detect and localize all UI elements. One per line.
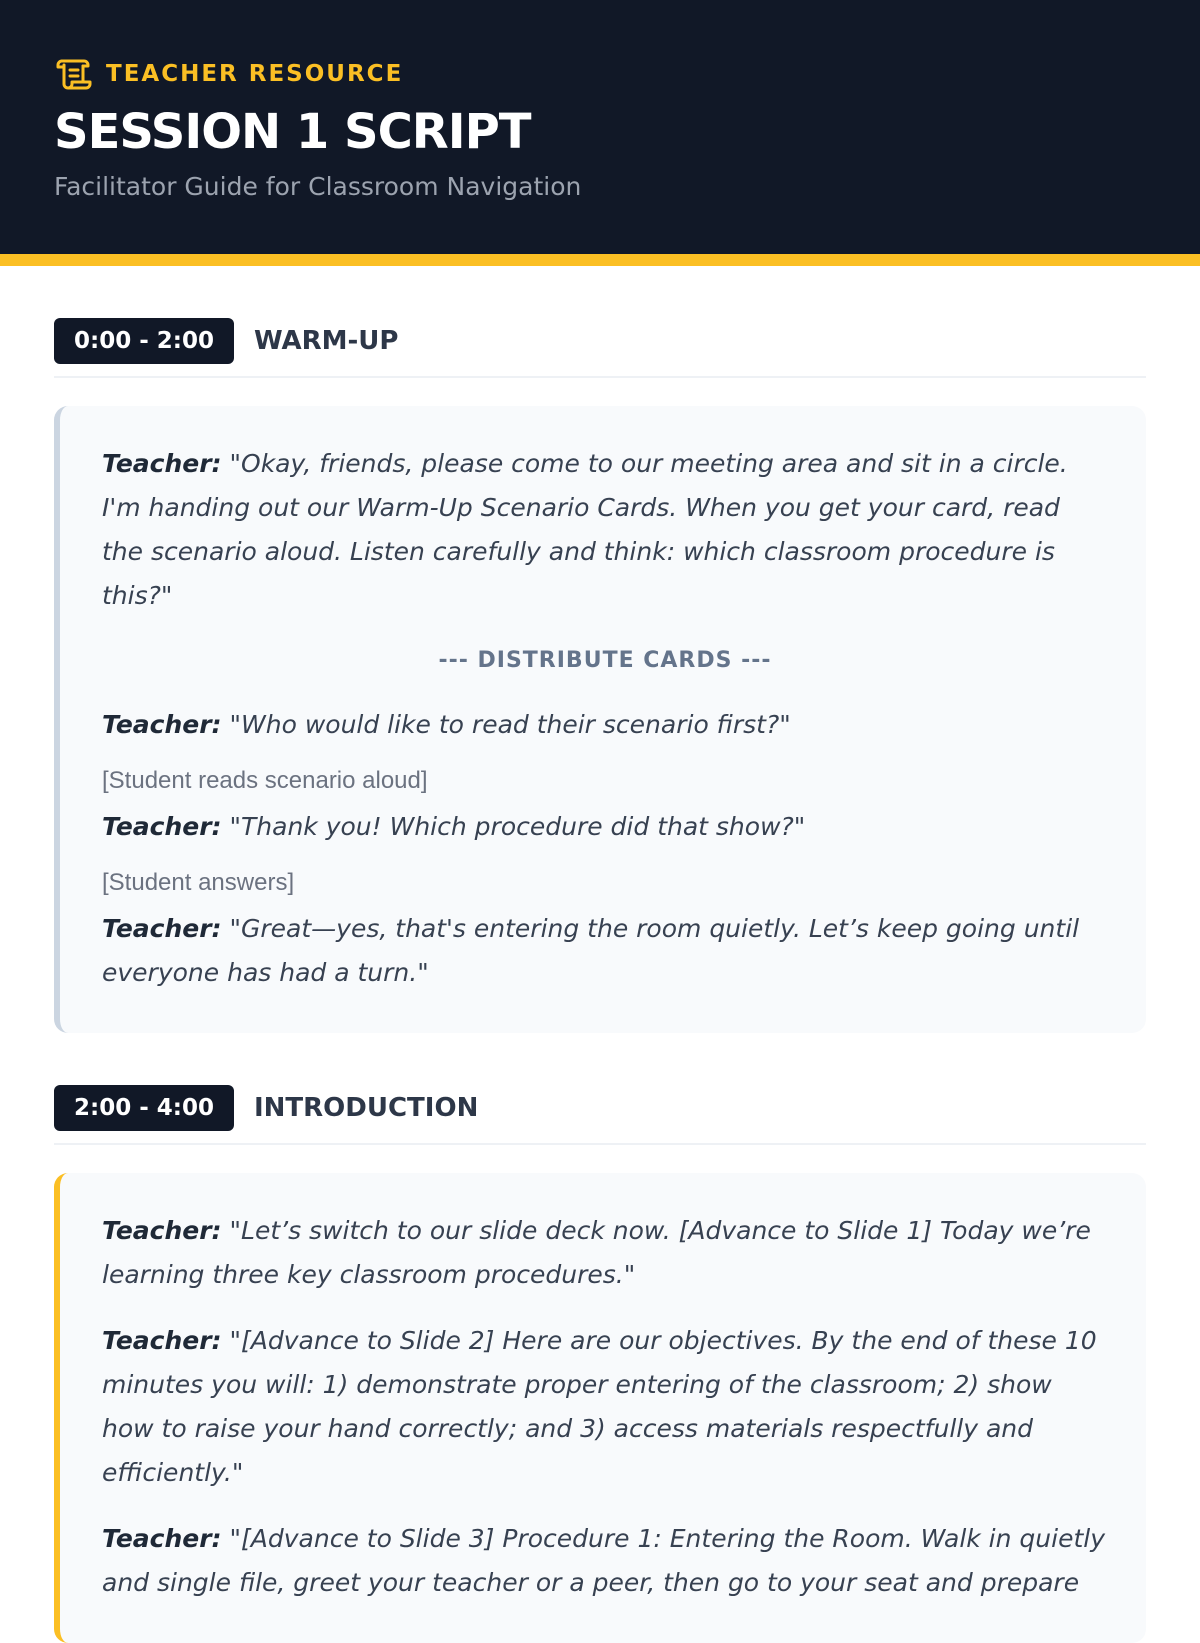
speaker-label: Teacher: — [102, 449, 222, 478]
eyebrow-label: TEACHER RESOURCE — [106, 61, 404, 87]
dialogue-text: "[Advance to Slide 3] Procedure 1: Entering the Room. Walk in quietly and single file, greet your teacher or a peer, then go to your seat and prepare — [102, 1524, 1106, 1597]
speaker-label: Teacher: — [102, 914, 222, 943]
section-title: INTRODUCTION — [253, 1093, 479, 1123]
script-card-warm-up — [54, 406, 1146, 1033]
page-title: SESSION 1 SCRIPT — [54, 104, 531, 160]
speaker-label: Teacher: — [102, 1326, 222, 1355]
student-action: [Student reads scenario aloud] — [102, 767, 428, 794]
speaker-label: Teacher: — [102, 812, 222, 841]
dialogue-text: "Thank you! Which procedure did that show?" — [229, 812, 806, 841]
eyebrow — [54, 56, 1146, 92]
script-line — [102, 1209, 1108, 1297]
stage-direction: --- DISTRIBUTE CARDS --- — [438, 648, 772, 673]
script-line — [102, 805, 1108, 849]
section-header-warm-up — [54, 318, 1146, 378]
dialogue-text: "Great—yes, that's entering the room quietly. Let’s keep going until everyone has had a turn." — [102, 914, 1080, 987]
page-header — [0, 0, 1200, 266]
script-line — [102, 703, 1108, 747]
speaker-label: Teacher: — [102, 1216, 222, 1245]
section-title: WARM-UP — [253, 326, 399, 356]
student-action: [Student answers] — [102, 869, 295, 896]
dialogue-text: "Let’s switch to our slide deck now. [Advance to Slide 1] Today we’re learning three key classroom procedures." — [102, 1216, 1091, 1289]
scroll-icon — [54, 56, 92, 92]
script-line — [102, 1517, 1108, 1605]
page-subtitle: Facilitator Guide for Classroom Navigation — [54, 172, 582, 201]
section-header-introduction — [54, 1085, 1146, 1145]
script-line — [102, 442, 1108, 618]
speaker-label: Teacher: — [102, 710, 222, 739]
speaker-label: Teacher: — [102, 1524, 222, 1553]
time-badge: 2:00 - 4:00 — [54, 1085, 234, 1131]
script-line — [102, 907, 1108, 995]
time-badge: 0:00 - 2:00 — [54, 318, 234, 364]
script-card-introduction — [54, 1173, 1146, 1643]
dialogue-text: "Who would like to read their scenario first?" — [229, 710, 791, 739]
script-line — [102, 1319, 1108, 1495]
dialogue-text: "Okay, friends, please come to our meeting area and sit in a circle. I'm handing out our Warm-Up Scenario Cards. When you get your card, read the scenario aloud. Listen carefully and think: which classroom procedure is this?" — [102, 449, 1068, 610]
dialogue-text: "[Advance to Slide 2] Here are our objectives. By the end of these 10 minutes you will: 1) demonstrate proper entering of the classroom; 2) show how to raise your hand correctly; and 3) access materials respectfully and efficiently." — [102, 1326, 1097, 1487]
